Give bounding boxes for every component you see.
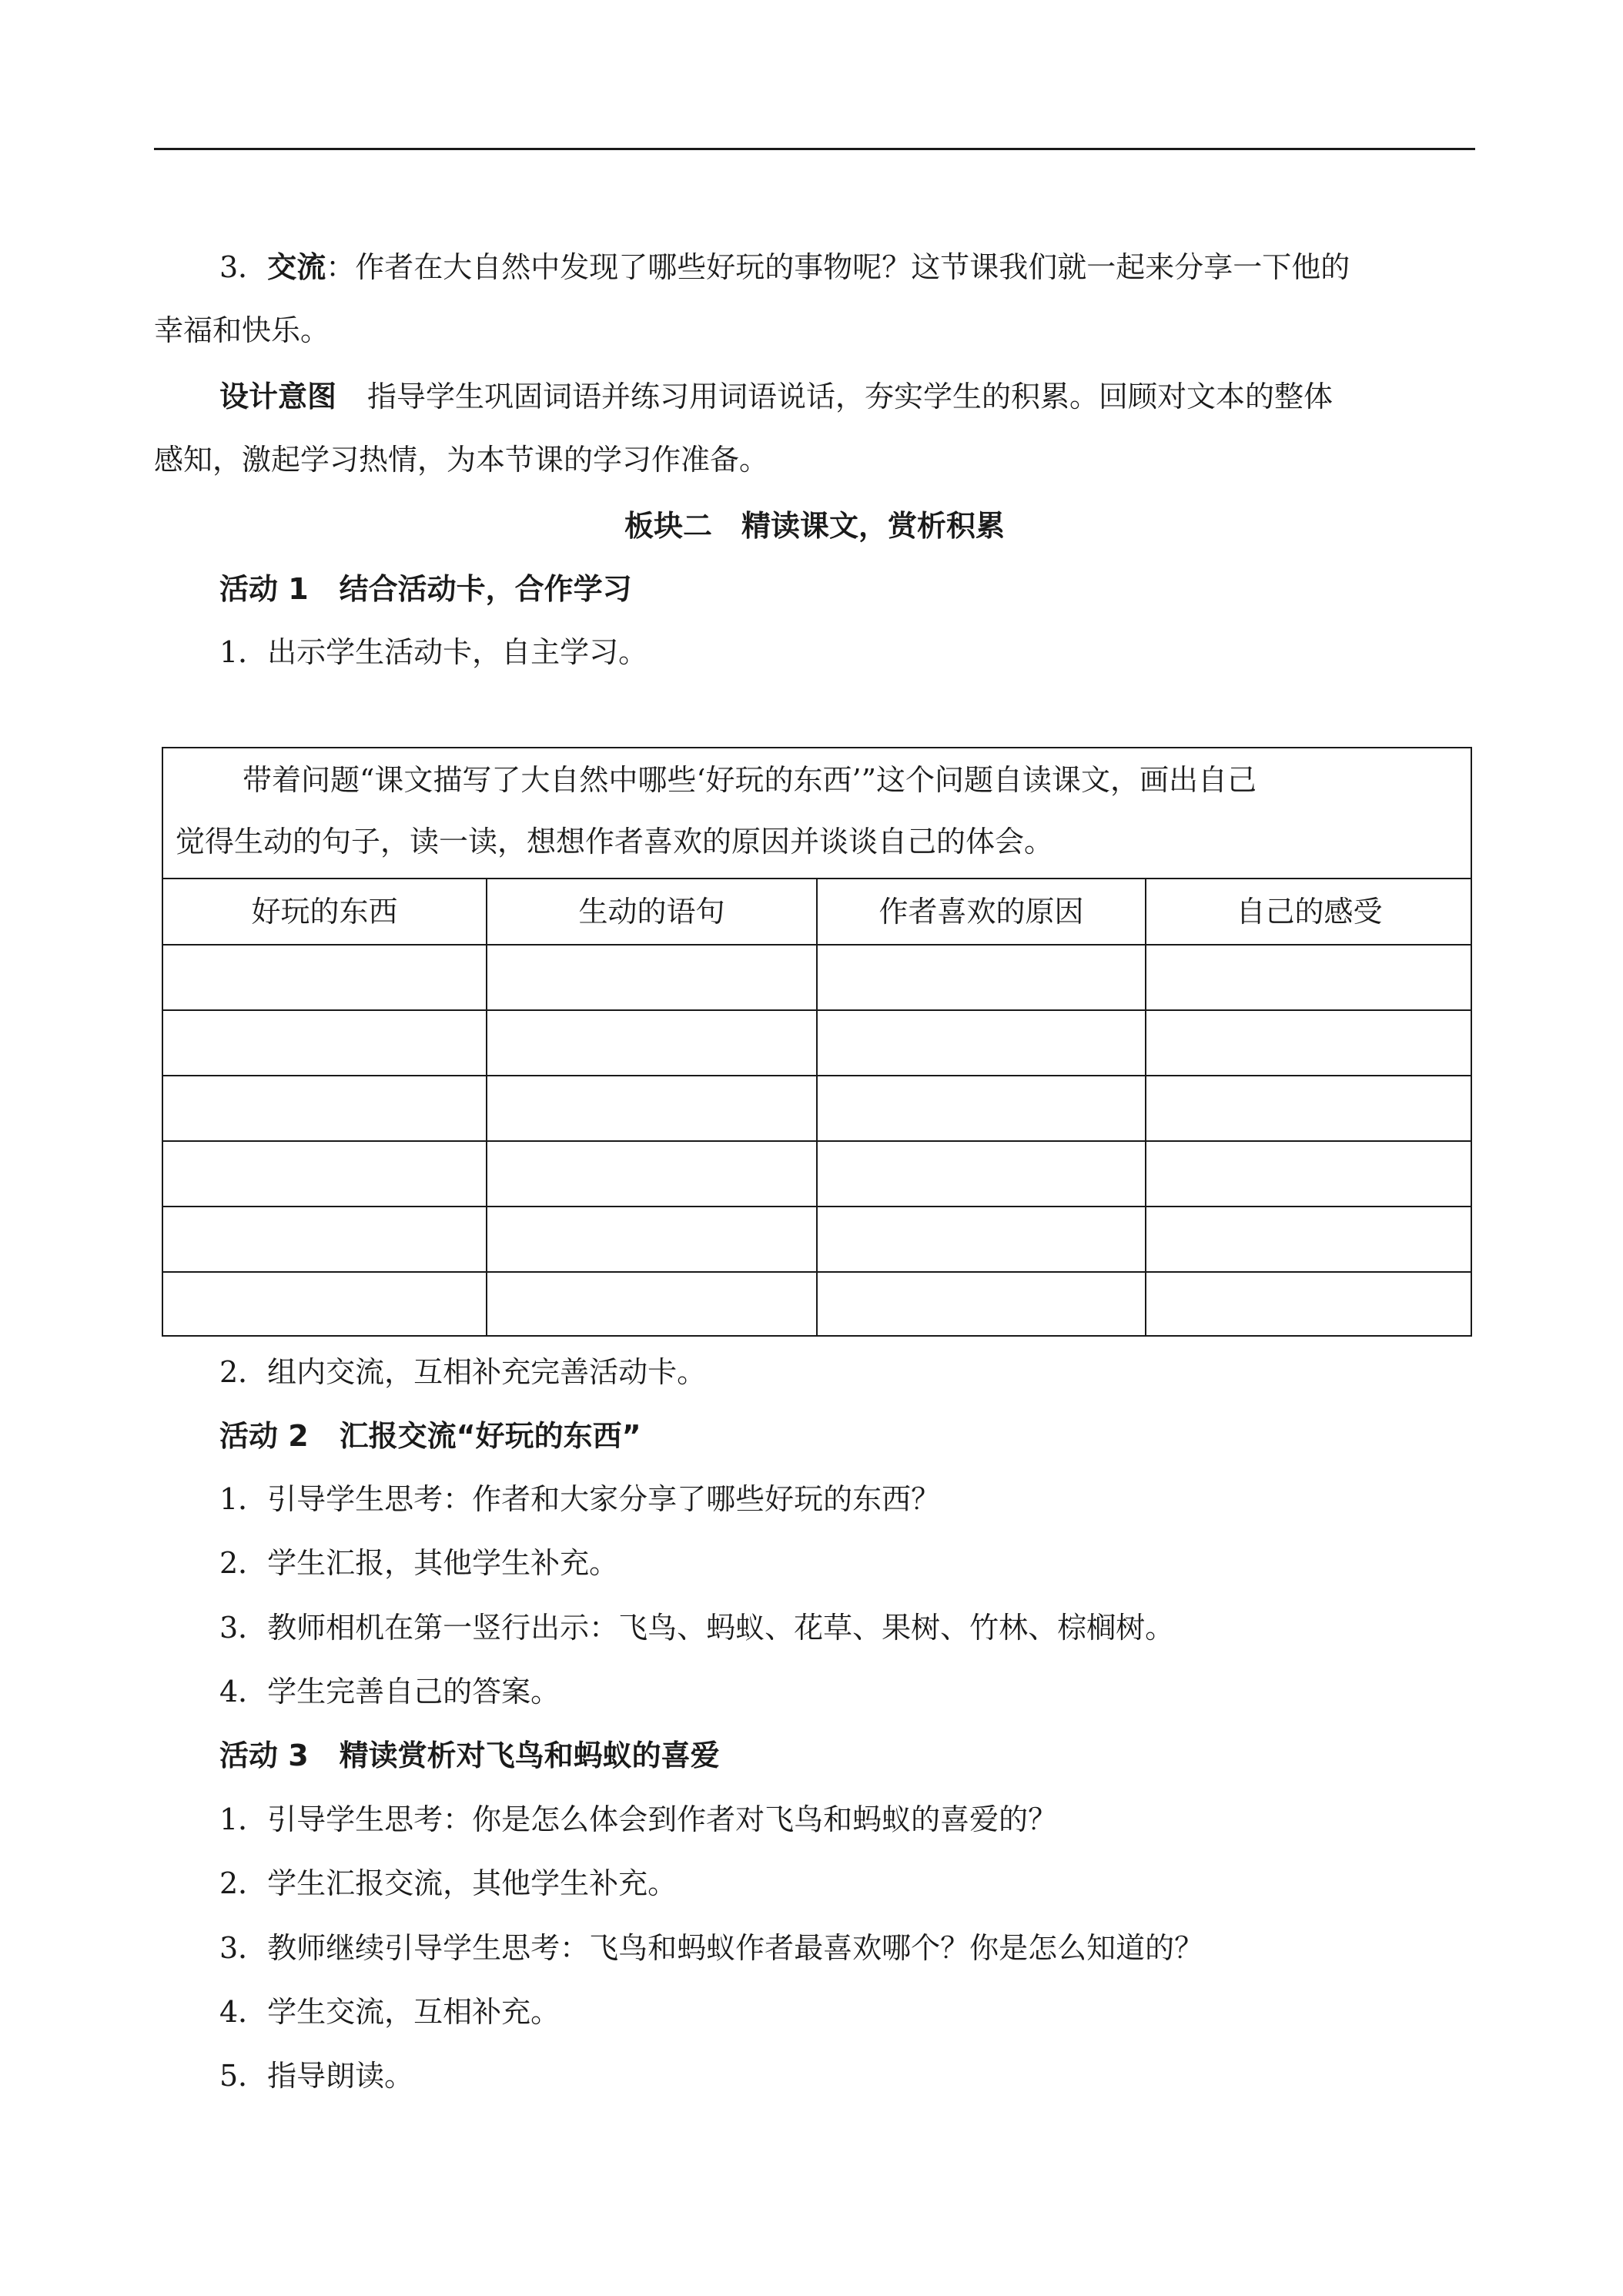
activity1-title: 结合活动卡，合作学习: [339, 572, 632, 606]
card-col-divider-3: [1145, 878, 1146, 1335]
card-col-divider-1: [486, 878, 487, 1335]
activity3-step: 1．引导学生思考：你是怎么体会到作者对飞鸟和蚂蚁的喜爱的？: [219, 1802, 1058, 1836]
activity3-heading: [219, 1736, 720, 1775]
card-col-divider-2: [816, 878, 818, 1335]
card-col-header-own-feeling: 自己的感受: [1236, 895, 1383, 929]
activity3-step: 2．学生汇报交流，其他学生补充。: [219, 1866, 678, 1900]
card-col-header-fun-things: 好玩的东西: [251, 895, 398, 929]
item3-cont: 幸福和快乐。: [154, 313, 330, 347]
card-col-header-vivid-sentences: 生动的语句: [578, 895, 725, 929]
activity2-title: 汇报交流“好玩的东西”: [339, 1419, 641, 1453]
activity1-heading: [219, 570, 632, 608]
design-text: 指导学生巩固词语并练习用词语说话，夯实学生的积累。回顾对文本的整体: [367, 380, 1334, 413]
activity2-step: 3．教师相机在第一竖行出示：飞鸟、蚂蚁、花草、果树、竹林、棕榈树。: [219, 1611, 1175, 1645]
card-col-header-author-reason: 作者喜欢的原因: [878, 895, 1084, 929]
design-cont: 感知，激起学习热情，为本节课的学习作准备。: [154, 443, 769, 477]
activity2-step: 4．学生完善自己的答案。: [219, 1675, 561, 1709]
activity3-title: 精读赏析对飞鸟和蚂蚁的喜爱: [339, 1739, 720, 1772]
activity2-step: 2．学生汇报，其他学生补充。: [219, 1546, 619, 1580]
design-intent-line: [219, 377, 1333, 416]
activity2-step: 1．引导学生思考：作者和大家分享了哪些好玩的东西？: [219, 1482, 941, 1516]
activity1-step1: 1．出示学生活动卡，自主学习。: [219, 635, 648, 669]
header-rule: [154, 148, 1475, 150]
item3-text: ：作者在大自然中发现了哪些好玩的事物呢？这节课我们就一起来分享一下他的: [326, 250, 1350, 284]
activity3-step: 4．学生交流，互相补充。: [219, 1995, 561, 2029]
design-label: 设计意图: [219, 380, 337, 413]
activity3-step: 3．教师继续引导学生思考：飞鸟和蚂蚁作者最喜欢哪个？你是怎么知道的？: [219, 1931, 1204, 1965]
item3-bold: 交流: [267, 250, 326, 284]
activity2-heading: [219, 1417, 641, 1455]
activity-card: [162, 747, 1472, 1337]
item3-line: [219, 248, 1350, 286]
activity2-label: 活动 2: [219, 1419, 309, 1453]
activity1-step2: 2．组内交流，互相补充完善活动卡。: [219, 1355, 707, 1389]
activity3-step: 5．指导朗读。: [219, 2059, 414, 2093]
card-prompt-line2: 觉得生动的句子，读一读，想想作者喜欢的原因并谈谈自己的体会。: [176, 825, 1054, 858]
card-prompt-line1: 带着问题“课文描写了大自然中哪些‘好玩的东西’”这个问题自读课文，画出自己: [243, 763, 1257, 797]
activity1-label: 活动 1: [219, 572, 309, 606]
item3-num: 3．: [219, 250, 268, 284]
section-title: 板块二 精读课文，赏析积累: [624, 509, 1005, 543]
activity3-label: 活动 3: [219, 1739, 309, 1772]
